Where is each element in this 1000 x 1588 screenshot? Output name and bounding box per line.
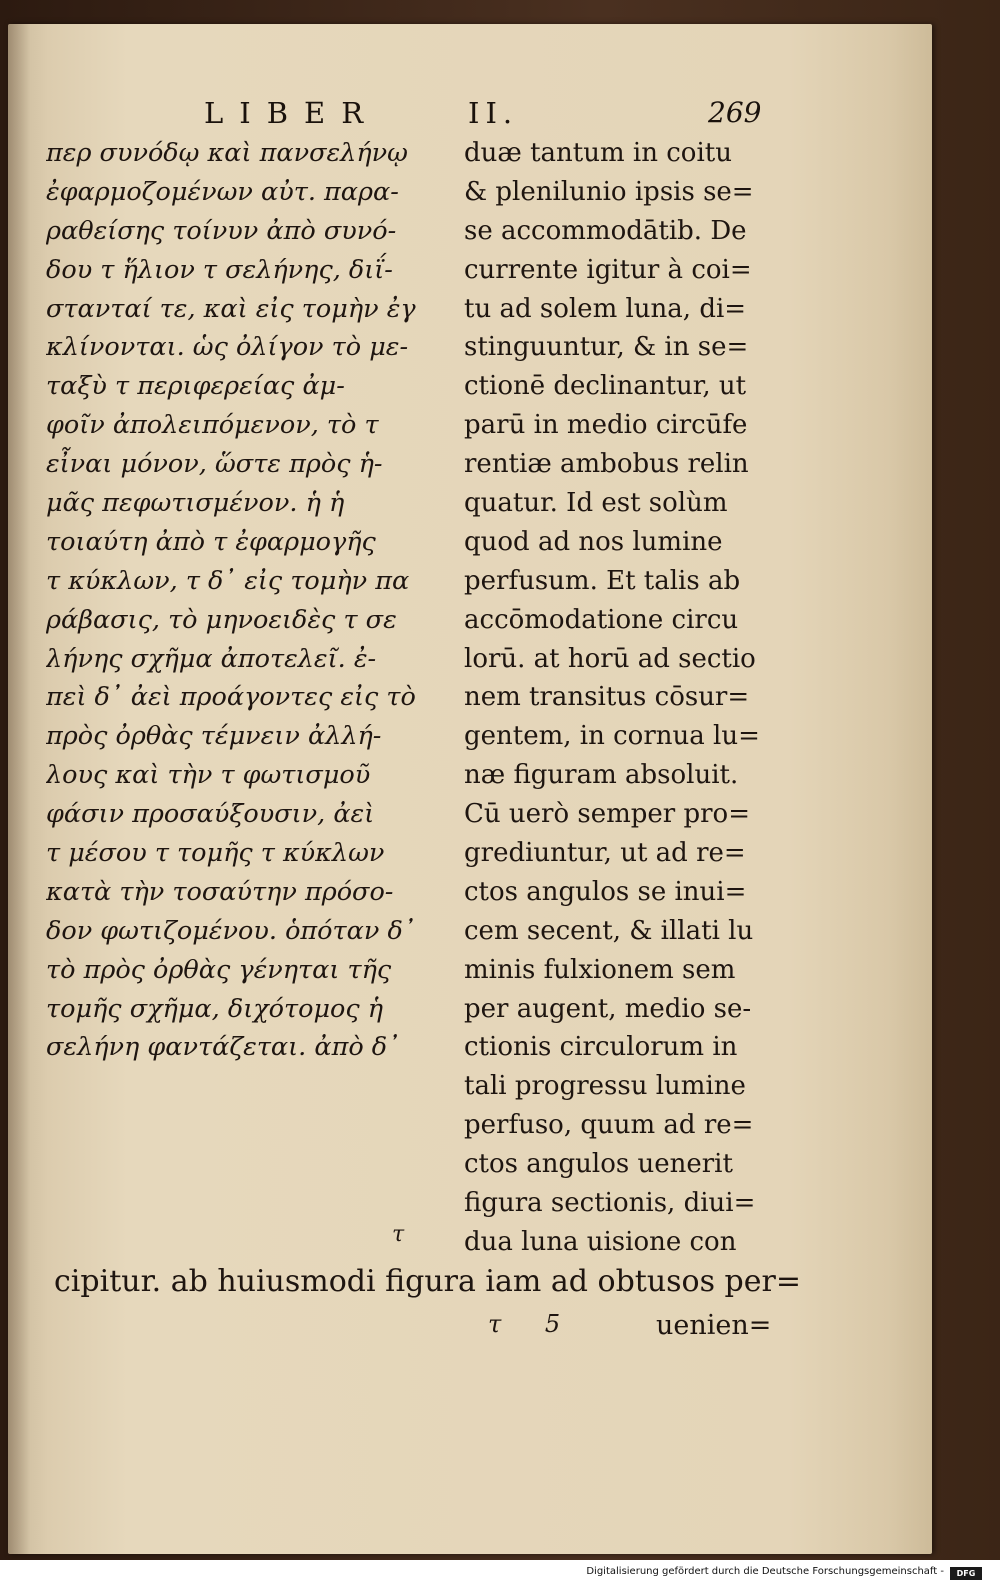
greek-line: λους καὶ τὴν τ φωτισμοῦ	[46, 760, 371, 791]
full-width-latin-line: cipitur. ab huiusmodi figura iam ad obtusos per=	[54, 1264, 801, 1299]
greek-line: ἐφαρμοζομένων αὐτ. παρα-	[46, 176, 399, 207]
book-number: II.	[468, 96, 519, 130]
latin-line: perfusum. Et talis ab	[464, 565, 741, 596]
latin-line: dua luna uisione con	[464, 1226, 737, 1257]
running-title: LIBER	[204, 96, 380, 130]
latin-text-column	[464, 134, 794, 1262]
latin-line: parū in medio circūfe	[464, 410, 748, 441]
signature-mark: τ 5	[488, 1310, 579, 1338]
latin-line: quatur. Id est solùm	[464, 488, 728, 519]
latin-line: stinguuntur, & in se=	[464, 332, 749, 363]
greek-line: στανταί τε, καὶ εἰς τομὴν ἐγ	[46, 293, 416, 324]
latin-line: ctionis circulorum in	[464, 1032, 738, 1063]
latin-line: rentiæ ambobus relin	[464, 449, 749, 480]
greek-line: πεὶ δ᾽ ἀεὶ προάγοντες εἰς τὸ	[46, 682, 416, 713]
greek-line: φάσιν προσαύξουσιν, ἀεὶ	[46, 799, 375, 830]
digitization-footer	[0, 1560, 1000, 1588]
latin-line: ctionē declinantur, ut	[464, 371, 747, 402]
latin-line: Cū uerò semper pro=	[464, 799, 750, 830]
latin-line: se accommodātib. De	[464, 215, 747, 246]
greek-line: δου τ ἥλιον τ σελήνης, διΐ-	[46, 254, 393, 285]
latin-line: minis fulxionem sem	[464, 954, 736, 985]
greek-line: μᾶς πεφωτισμένον. ἡ ἡ	[46, 488, 345, 519]
greek-line: τ μέσου τ τομῆς τ κύκλων	[46, 838, 385, 869]
latin-line: næ figuram absoluit.	[464, 760, 739, 791]
latin-line: currente igitur à coi=	[464, 254, 752, 285]
latin-line: grediuntur, ut ad re=	[464, 838, 746, 869]
greek-line: τομῆς σχῆμα, διχότομος ἡ	[46, 993, 384, 1024]
greek-line: τὸ πρὸς ὀρθὰς γένηται τῆς	[46, 954, 392, 985]
page-gutter-shadow	[8, 24, 30, 1554]
latin-line: & plenilunio ipsis se=	[464, 176, 754, 207]
greek-line: περ συνόδῳ καὶ πανσελήνῳ	[46, 138, 408, 168]
funding-credit: Digitalisierung gefördert durch die Deutsche Forschungsgemeinschaft -	[586, 1566, 944, 1577]
greek-line: φοῖν ἀπολειπόμενον, τὸ τ	[46, 410, 379, 441]
greek-line: λήνης σχῆμα ἀποτελεῖ. ἐ-	[46, 643, 377, 674]
greek-line: κλίνονται. ὡς ὀλίγον τὸ με-	[46, 332, 409, 363]
latin-line: gentem, in cornua lu=	[464, 721, 760, 752]
latin-line: quod ad nos lumine	[464, 526, 723, 557]
latin-line: tali progressu lumine	[464, 1071, 746, 1102]
greek-line: εἶναι μόνον, ὥστε πρὸς ἡ-	[46, 449, 383, 480]
greek-line: κατὰ τὴν τοσαύτην πρόσο-	[46, 876, 394, 907]
latin-line: cem secent, & illati lu	[464, 915, 754, 946]
latin-line: per augent, medio se-	[464, 993, 752, 1024]
greek-line: τοιαύτη ἀπὸ τ ἐφαρμογῆς	[46, 526, 376, 557]
latin-line: ctos angulos uenerit	[464, 1149, 733, 1180]
greek-line: τ κύκλων, τ δ᾽ εἰς τομὴν πα	[46, 565, 410, 596]
latin-line: ctos angulos se inui=	[464, 876, 747, 907]
catchword: uenien=	[656, 1310, 772, 1341]
greek-line: πρὸς ὀρθὰς τέμνειν ἀλλή-	[46, 721, 382, 752]
latin-line: duæ tantum in coitu	[464, 138, 732, 168]
latin-line: perfuso, quum ad re=	[464, 1110, 754, 1141]
latin-line: tu ad solem luna, di=	[464, 293, 747, 324]
dfg-logo: DFG	[950, 1567, 982, 1580]
latin-line: lorū. at horū ad sectio	[464, 643, 756, 674]
greek-catchword: τ	[392, 1222, 405, 1247]
folio-number: 269	[708, 96, 762, 129]
greek-line: ραθείσης τοίνυν ἀπὸ συνό-	[46, 215, 397, 246]
book-page	[8, 24, 932, 1554]
latin-line: figura sectionis, diui=	[464, 1188, 756, 1219]
greek-line: δον φωτιζομένου. ὁπόταν δ᾽	[46, 915, 416, 946]
greek-line: σελήνη φαντάζεται. ἀπὸ δ᾽	[46, 1032, 400, 1063]
latin-line: accōmodatione circu	[464, 604, 739, 635]
greek-line: ταξὺ τ περιφερείας ἀμ-	[46, 371, 345, 402]
latin-line: nem transitus cōsur=	[464, 682, 750, 713]
greek-text-column	[46, 134, 456, 1067]
greek-line: ράβασις, τὸ μηνοειδὲς τ σε	[46, 604, 397, 635]
